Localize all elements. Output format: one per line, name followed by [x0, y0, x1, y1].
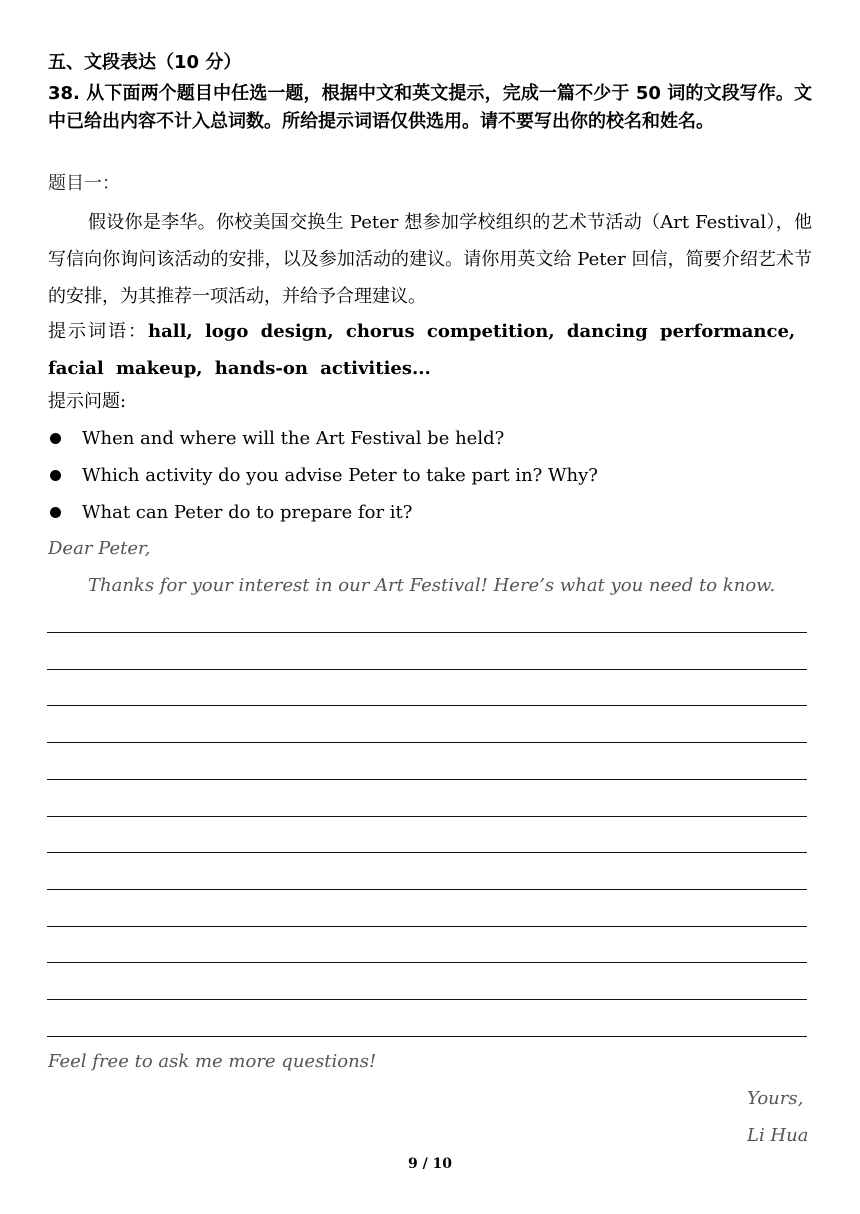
- hint-question-text: What can Peter do to prepare for it?: [82, 502, 413, 523]
- letter-signature: Li Hua: [747, 1125, 809, 1146]
- answer-line: [47, 962, 807, 963]
- answer-line: [47, 926, 807, 927]
- hint-words: [48, 313, 812, 387]
- hint-question: [48, 500, 598, 537]
- bullet-icon: [50, 470, 61, 481]
- hint-question-text: Which activity do you advise Peter to take part in? Why?: [82, 465, 598, 486]
- answer-line: [47, 779, 807, 780]
- section-title: 五、文段表达（10 分）: [48, 52, 242, 73]
- answer-line: [47, 705, 807, 706]
- letter-opening: Thanks for your interest in our Art Festival! Here’s what you need to know.: [88, 575, 776, 596]
- answer-line: [47, 1036, 807, 1037]
- hint-questions-list: [48, 426, 598, 537]
- hint-words-label: 提示词语：: [48, 321, 148, 342]
- hint-questions-label: 提示问题:: [48, 391, 127, 412]
- page-number: 9 / 10: [407, 1156, 453, 1172]
- answer-line: [47, 889, 807, 890]
- topic-label: 题目一：: [48, 173, 120, 194]
- writing-prompt: 假设你是李华。你校美国交换生 Peter 想参加学校组织的艺术节活动（Art Festival），他写信向你询问该活动的安排，以及参加活动的建议。请你用英文给 Peter 回信，简要介绍艺术节的安排，为其推荐一项活动，并给予合理建议。: [48, 212, 812, 307]
- answer-line: [47, 999, 807, 1000]
- hint-question: [48, 463, 598, 500]
- question-intro: 38. 从下面两个题目中任选一题，根据中文和英文提示，完成一篇不少于 50 词的文段写作。文中已给出内容不计入总词数。所给提示词语仅供选用。请不要写出你的校名和姓名。: [48, 83, 812, 132]
- hint-words-list: hall, logo design, chorus competition, dancing performance, facial makeup, hands-on activities...: [48, 321, 796, 379]
- hint-question-text: When and where will the Art Festival be held?: [82, 428, 505, 449]
- answer-line: [47, 852, 807, 853]
- answer-line: [47, 816, 807, 817]
- bullet-icon: [50, 507, 61, 518]
- answer-line: [47, 742, 807, 743]
- letter-greeting: Dear Peter,: [48, 538, 151, 559]
- letter-closing: Feel free to ask me more questions!: [48, 1051, 377, 1072]
- bullet-icon: [50, 433, 61, 444]
- letter-sign-off: Yours,: [747, 1088, 804, 1109]
- answer-line: [47, 669, 807, 670]
- answer-line: [47, 632, 807, 633]
- hint-question: [48, 426, 598, 463]
